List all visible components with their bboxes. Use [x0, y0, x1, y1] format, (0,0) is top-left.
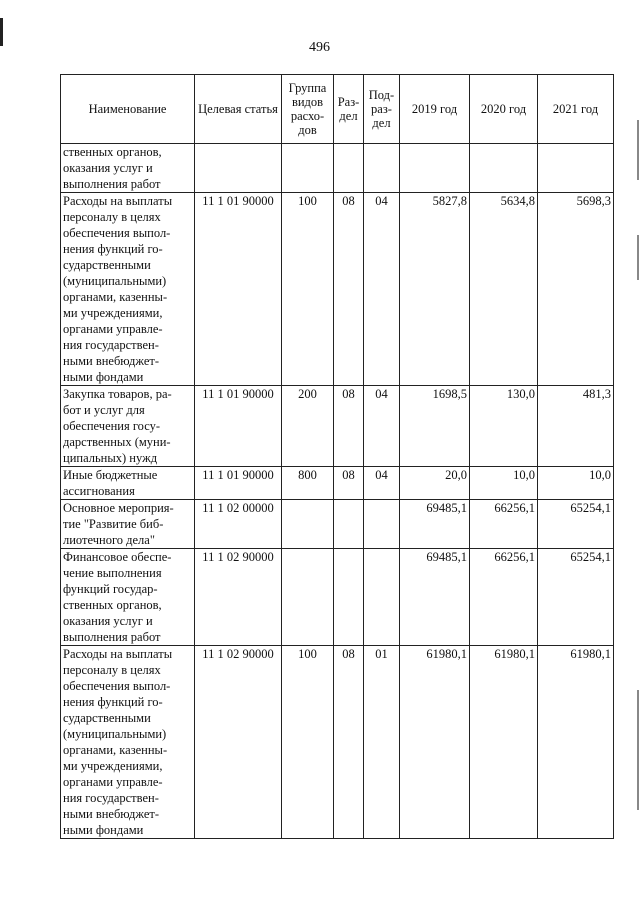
table-row: [61, 467, 614, 500]
row-target: 11 1 02 90000: [195, 646, 282, 839]
row-2019: 69485,1: [400, 500, 470, 549]
row-name: ственных органов, оказания услуг и выполнения работ: [61, 144, 195, 193]
table-row: [61, 386, 614, 467]
row-target: 11 1 01 90000: [195, 467, 282, 500]
row-2019: 1698,5: [400, 386, 470, 467]
budget-table: [60, 74, 614, 839]
row-2019: 20,0: [400, 467, 470, 500]
header-target: Целевая статья: [195, 75, 282, 144]
page-number: 496: [309, 40, 330, 55]
row-2019: [400, 144, 470, 193]
header-name: Наименование: [61, 75, 195, 144]
row-section: 08: [334, 193, 364, 386]
row-subsection: 04: [364, 467, 400, 500]
row-subsection: 01: [364, 646, 400, 839]
row-name: Основное мероприя- тие "Развитие биб- лиотечного дела": [61, 500, 195, 549]
row-target: 11 1 01 90000: [195, 386, 282, 467]
header-2019: 2019 год: [400, 75, 470, 144]
row-target: 11 1 02 90000: [195, 549, 282, 646]
row-2021: [538, 144, 614, 193]
table-row: [61, 144, 614, 193]
row-section: 08: [334, 646, 364, 839]
row-2020: 66256,1: [470, 549, 538, 646]
row-target: [195, 144, 282, 193]
table-header-row: [61, 75, 614, 144]
row-2021: 5698,3: [538, 193, 614, 386]
row-section: 08: [334, 467, 364, 500]
row-2019: 5827,8: [400, 193, 470, 386]
table-row: [61, 549, 614, 646]
row-section: 08: [334, 386, 364, 467]
row-2021: 65254,1: [538, 500, 614, 549]
header-2020: 2020 год: [470, 75, 538, 144]
row-group: [282, 549, 334, 646]
row-group: 100: [282, 193, 334, 386]
row-target: 11 1 01 90000: [195, 193, 282, 386]
row-group: 100: [282, 646, 334, 839]
row-subsection: 04: [364, 386, 400, 467]
row-section: [334, 500, 364, 549]
row-name: Расходы на выплаты персоналу в целях обеспечения выпол- нения функций го- сударственными (муниципальными) органами, казенны- ми учреждениями, органами управле- ния государствен- ными внебюджет- ными фондами: [61, 646, 195, 839]
row-section: [334, 144, 364, 193]
row-name: Расходы на выплаты персоналу в целях обеспечения выпол- нения функций го- сударственными (муниципальными) органами, казенны- ми учреждениями, органами управле- ния государствен- ными внебюджет- ными фондами: [61, 193, 195, 386]
row-2021: 481,3: [538, 386, 614, 467]
row-2021: 10,0: [538, 467, 614, 500]
row-group: 200: [282, 386, 334, 467]
header-group: Группа видов расхо-дов: [282, 75, 334, 144]
row-group: 800: [282, 467, 334, 500]
row-group: [282, 144, 334, 193]
header-subsection: Под-раз-дел: [364, 75, 400, 144]
row-2019: 61980,1: [400, 646, 470, 839]
header-section: Раз-дел: [334, 75, 364, 144]
row-2020: 5634,8: [470, 193, 538, 386]
row-2020: 61980,1: [470, 646, 538, 839]
row-group: [282, 500, 334, 549]
row-2020: 130,0: [470, 386, 538, 467]
row-2020: 10,0: [470, 467, 538, 500]
row-target: 11 1 02 00000: [195, 500, 282, 549]
row-subsection: [364, 500, 400, 549]
row-2021: 61980,1: [538, 646, 614, 839]
table-row: [61, 193, 614, 386]
row-2021: 65254,1: [538, 549, 614, 646]
row-2020: 66256,1: [470, 500, 538, 549]
row-section: [334, 549, 364, 646]
table-row: [61, 500, 614, 549]
row-name: Иные бюджетные ассигнования: [61, 467, 195, 500]
row-name: Закупка товаров, ра- бот и услуг для обеспечения госу- дарственных (муни- ципальных) нужд: [61, 386, 195, 467]
row-subsection: [364, 549, 400, 646]
row-2020: [470, 144, 538, 193]
header-2021: 2021 год: [538, 75, 614, 144]
row-subsection: [364, 144, 400, 193]
row-subsection: 04: [364, 193, 400, 386]
row-2019: 69485,1: [400, 549, 470, 646]
row-name: Финансовое обеспе- чение выполнения функций государ- ственных органов, оказания услуг и выполнения работ: [61, 549, 195, 646]
table-row: [61, 646, 614, 839]
